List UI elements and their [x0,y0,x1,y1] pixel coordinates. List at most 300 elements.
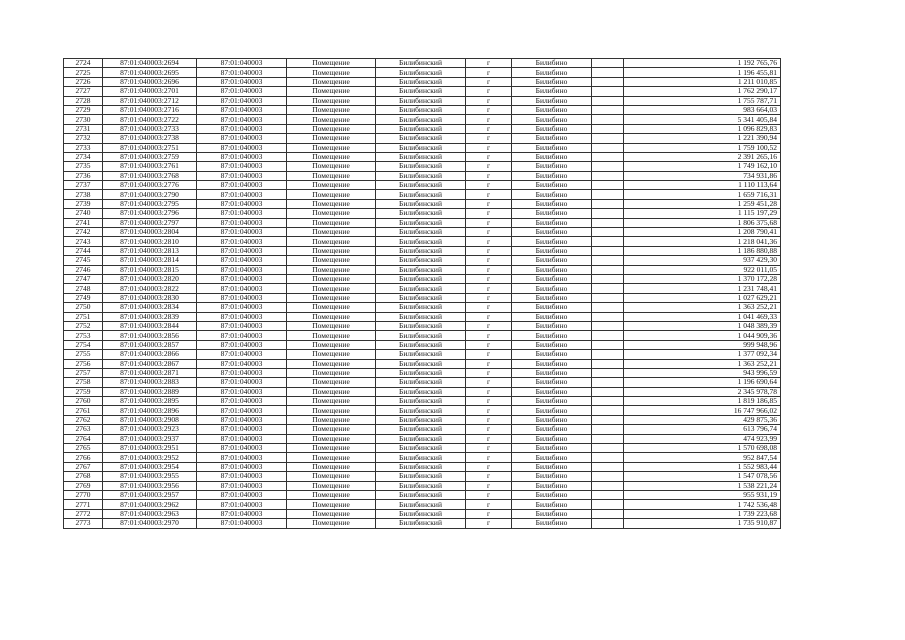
district-name: Билибинский [376,425,466,434]
cadastral-value: 1 552 983,44 [624,462,781,471]
locality-type: г [466,152,512,161]
row-number: 2724 [64,59,103,68]
settlement-name: Билибино [512,228,592,237]
settlement-name: Билибино [512,397,592,406]
cadastral-block: 87:01:040003 [197,444,287,453]
table-row [64,246,781,255]
row-number: 2771 [64,500,103,509]
cadastral-block: 87:01:040003 [197,519,287,528]
district-name: Билибинский [376,415,466,424]
empty-cell [592,77,624,86]
settlement-name: Билибино [512,237,592,246]
settlement-name: Билибино [512,481,592,490]
settlement-name: Билибино [512,490,592,499]
row-number: 2764 [64,434,103,443]
cadastral-value: 1 027 629,21 [624,293,781,302]
cadastral-value: 1 044 909,36 [624,331,781,340]
object-type: Помещение [287,350,376,359]
empty-cell [592,312,624,321]
settlement-name: Билибино [512,387,592,396]
row-number: 2733 [64,143,103,152]
empty-cell [592,321,624,330]
cadastral-number: 87:01:040003:2952 [103,453,197,462]
settlement-name: Билибино [512,415,592,424]
table-row [64,115,781,124]
cadastral-number: 87:01:040003:2695 [103,68,197,77]
cadastral-number: 87:01:040003:2923 [103,425,197,434]
row-number: 2761 [64,406,103,415]
empty-cell [592,115,624,124]
settlement-name: Билибино [512,312,592,321]
object-type: Помещение [287,321,376,330]
locality-type: г [466,199,512,208]
empty-cell [592,143,624,152]
object-type: Помещение [287,303,376,312]
cadastral-number: 87:01:040003:2795 [103,199,197,208]
row-number: 2756 [64,359,103,368]
object-type: Помещение [287,509,376,518]
empty-cell [592,500,624,509]
row-number: 2773 [64,519,103,528]
object-type: Помещение [287,397,376,406]
row-number: 2743 [64,237,103,246]
empty-cell [592,152,624,161]
locality-type: г [466,218,512,227]
district-name: Билибинский [376,397,466,406]
locality-type: г [466,124,512,133]
cadastral-block: 87:01:040003 [197,237,287,246]
object-type: Помещение [287,490,376,499]
cadastral-value: 1 547 078,56 [624,472,781,481]
empty-cell [592,246,624,255]
locality-type: г [466,387,512,396]
table-row [64,190,781,199]
settlement-name: Билибино [512,340,592,349]
cadastral-block: 87:01:040003 [197,265,287,274]
cadastral-value-table [63,58,781,529]
settlement-name: Билибино [512,124,592,133]
locality-type: г [466,472,512,481]
settlement-name: Билибино [512,181,592,190]
cadastral-block: 87:01:040003 [197,115,287,124]
row-number: 2770 [64,490,103,499]
cadastral-value: 1 370 172,28 [624,274,781,283]
object-type: Помещение [287,312,376,321]
empty-cell [592,472,624,481]
settlement-name: Билибино [512,303,592,312]
table-row [64,256,781,265]
settlement-name: Билибино [512,406,592,415]
cadastral-value: 1 221 390,94 [624,134,781,143]
table-row [64,406,781,415]
table-row [64,415,781,424]
locality-type: г [466,181,512,190]
cadastral-value: 1 749 162,10 [624,162,781,171]
district-name: Билибинский [376,387,466,396]
cadastral-value: 1 196 690,64 [624,378,781,387]
district-name: Билибинский [376,87,466,96]
locality-type: г [466,190,512,199]
cadastral-block: 87:01:040003 [197,462,287,471]
cadastral-number: 87:01:040003:2790 [103,190,197,199]
table-row [64,340,781,349]
settlement-name: Билибино [512,368,592,377]
cadastral-number: 87:01:040003:2814 [103,256,197,265]
object-type: Помещение [287,265,376,274]
settlement-name: Билибино [512,444,592,453]
row-number: 2768 [64,472,103,481]
settlement-name: Билибино [512,425,592,434]
object-type: Помещение [287,274,376,283]
cadastral-value: 1 115 197,29 [624,209,781,218]
table-row [64,274,781,283]
settlement-name: Билибино [512,256,592,265]
object-type: Помещение [287,368,376,377]
district-name: Билибинский [376,124,466,133]
object-type: Помещение [287,171,376,180]
district-name: Билибинский [376,105,466,114]
empty-cell [592,190,624,199]
row-number: 2765 [64,444,103,453]
cadastral-block: 87:01:040003 [197,359,287,368]
table-row [64,68,781,77]
table-row [64,472,781,481]
empty-cell [592,519,624,528]
cadastral-value: 1 570 698,08 [624,444,781,453]
object-type: Помещение [287,209,376,218]
table-row [64,265,781,274]
cadastral-number: 87:01:040003:2701 [103,87,197,96]
district-name: Билибинский [376,406,466,415]
empty-cell [592,368,624,377]
empty-cell [592,293,624,302]
cadastral-number: 87:01:040003:2776 [103,181,197,190]
row-number: 2744 [64,246,103,255]
settlement-name: Билибино [512,143,592,152]
cadastral-block: 87:01:040003 [197,490,287,499]
settlement-name: Билибино [512,152,592,161]
row-number: 2734 [64,152,103,161]
row-number: 2766 [64,453,103,462]
locality-type: г [466,284,512,293]
district-name: Билибинский [376,312,466,321]
row-number: 2740 [64,209,103,218]
cadastral-number: 87:01:040003:2733 [103,124,197,133]
locality-type: г [466,256,512,265]
row-number: 2741 [64,218,103,227]
district-name: Билибинский [376,77,466,86]
object-type: Помещение [287,143,376,152]
cadastral-value: 1 806 375,68 [624,218,781,227]
cadastral-number: 87:01:040003:2768 [103,171,197,180]
district-name: Билибинский [376,181,466,190]
cadastral-number: 87:01:040003:2813 [103,246,197,255]
empty-cell [592,340,624,349]
cadastral-block: 87:01:040003 [197,387,287,396]
object-type: Помещение [287,434,376,443]
object-type: Помещение [287,425,376,434]
table-row [64,162,781,171]
row-number: 2737 [64,181,103,190]
cadastral-block: 87:01:040003 [197,509,287,518]
table-row [64,350,781,359]
district-name: Билибинский [376,509,466,518]
empty-cell [592,397,624,406]
table-row [64,293,781,302]
table-row [64,368,781,377]
empty-cell [592,415,624,424]
row-number: 2745 [64,256,103,265]
district-name: Билибинский [376,68,466,77]
cadastral-block: 87:01:040003 [197,171,287,180]
locality-type: г [466,143,512,152]
cadastral-block: 87:01:040003 [197,378,287,387]
cadastral-number: 87:01:040003:2839 [103,312,197,321]
cadastral-number: 87:01:040003:2962 [103,500,197,509]
cadastral-number: 87:01:040003:2830 [103,293,197,302]
cadastral-value: 1 735 910,87 [624,519,781,528]
table-row [64,500,781,509]
settlement-name: Билибино [512,434,592,443]
cadastral-value: 5 341 405,84 [624,115,781,124]
cadastral-block: 87:01:040003 [197,246,287,255]
object-type: Помещение [287,96,376,105]
object-type: Помещение [287,152,376,161]
cadastral-block: 87:01:040003 [197,143,287,152]
settlement-name: Билибино [512,199,592,208]
locality-type: г [466,274,512,283]
locality-type: г [466,237,512,246]
cadastral-value: 937 429,30 [624,256,781,265]
cadastral-value: 1 742 536,48 [624,500,781,509]
row-number: 2772 [64,509,103,518]
empty-cell [592,171,624,180]
cadastral-value: 1 759 100,52 [624,143,781,152]
settlement-name: Билибино [512,190,592,199]
cadastral-block: 87:01:040003 [197,209,287,218]
object-type: Помещение [287,331,376,340]
locality-type: г [466,490,512,499]
cadastral-number: 87:01:040003:2761 [103,162,197,171]
empty-cell [592,96,624,105]
row-number: 2755 [64,350,103,359]
cadastral-block: 87:01:040003 [197,134,287,143]
object-type: Помещение [287,246,376,255]
locality-type: г [466,293,512,302]
cadastral-block: 87:01:040003 [197,181,287,190]
locality-type: г [466,368,512,377]
settlement-name: Билибино [512,162,592,171]
object-type: Помещение [287,124,376,133]
cadastral-block: 87:01:040003 [197,340,287,349]
settlement-name: Билибино [512,331,592,340]
empty-cell [592,181,624,190]
cadastral-block: 87:01:040003 [197,77,287,86]
locality-type: г [466,171,512,180]
cadastral-block: 87:01:040003 [197,256,287,265]
table-row [64,77,781,86]
cadastral-number: 87:01:040003:2759 [103,152,197,161]
district-name: Билибинский [376,171,466,180]
row-number: 2739 [64,199,103,208]
cadastral-block: 87:01:040003 [197,68,287,77]
district-name: Билибинский [376,462,466,471]
settlement-name: Билибино [512,350,592,359]
district-name: Билибинский [376,152,466,161]
district-name: Билибинский [376,134,466,143]
empty-cell [592,105,624,114]
table-row [64,359,781,368]
empty-cell [592,265,624,274]
row-number: 2753 [64,331,103,340]
settlement-name: Билибино [512,218,592,227]
row-number: 2732 [64,134,103,143]
cadastral-number: 87:01:040003:2694 [103,59,197,68]
cadastral-value: 952 847,54 [624,453,781,462]
row-number: 2759 [64,387,103,396]
row-number: 2746 [64,265,103,274]
locality-type: г [466,321,512,330]
empty-cell [592,406,624,415]
cadastral-value: 1 041 469,33 [624,312,781,321]
cadastral-block: 87:01:040003 [197,228,287,237]
cadastral-block: 87:01:040003 [197,96,287,105]
locality-type: г [466,246,512,255]
empty-cell [592,453,624,462]
table-row [64,444,781,453]
cadastral-number: 87:01:040003:2696 [103,77,197,86]
object-type: Помещение [287,415,376,424]
locality-type: г [466,331,512,340]
table-row [64,228,781,237]
empty-cell [592,134,624,143]
object-type: Помещение [287,59,376,68]
row-number: 2736 [64,171,103,180]
cadastral-value: 613 796,74 [624,425,781,434]
locality-type: г [466,425,512,434]
locality-type: г [466,406,512,415]
object-type: Помещение [287,68,376,77]
row-number: 2742 [64,228,103,237]
cadastral-number: 87:01:040003:2951 [103,444,197,453]
table-row [64,490,781,499]
cadastral-number: 87:01:040003:2815 [103,265,197,274]
district-name: Билибинский [376,500,466,509]
cadastral-value: 1 186 880,88 [624,246,781,255]
cadastral-value: 1 259 451,28 [624,199,781,208]
locality-type: г [466,265,512,274]
cadastral-block: 87:01:040003 [197,124,287,133]
district-name: Билибинский [376,481,466,490]
district-name: Билибинский [376,209,466,218]
row-number: 2747 [64,274,103,283]
district-name: Билибинский [376,218,466,227]
settlement-name: Билибино [512,500,592,509]
empty-cell [592,359,624,368]
district-name: Билибинский [376,256,466,265]
cadastral-block: 87:01:040003 [197,425,287,434]
cadastral-value: 734 931,86 [624,171,781,180]
cadastral-value: 1 048 389,39 [624,321,781,330]
district-name: Билибинский [376,274,466,283]
district-name: Билибинский [376,434,466,443]
cadastral-number: 87:01:040003:2866 [103,350,197,359]
settlement-name: Билибино [512,462,592,471]
settlement-name: Билибино [512,171,592,180]
empty-cell [592,331,624,340]
district-name: Билибинский [376,519,466,528]
empty-cell [592,209,624,218]
settlement-name: Билибино [512,87,592,96]
locality-type: г [466,519,512,528]
row-number: 2729 [64,105,103,114]
empty-cell [592,124,624,133]
table-row [64,303,781,312]
row-number: 2760 [64,397,103,406]
row-number: 2769 [64,481,103,490]
district-name: Билибинский [376,199,466,208]
district-name: Билибинский [376,284,466,293]
cadastral-number: 87:01:040003:2844 [103,321,197,330]
district-name: Билибинский [376,444,466,453]
empty-cell [592,237,624,246]
object-type: Помещение [287,481,376,490]
cadastral-value: 1 196 455,81 [624,68,781,77]
cadastral-block: 87:01:040003 [197,87,287,96]
cadastral-number: 87:01:040003:2834 [103,303,197,312]
cadastral-block: 87:01:040003 [197,397,287,406]
table-row [64,481,781,490]
locality-type: г [466,481,512,490]
cadastral-number: 87:01:040003:2955 [103,472,197,481]
table-body [64,59,781,529]
locality-type: г [466,415,512,424]
table-row [64,509,781,518]
cadastral-value: 1 377 092,34 [624,350,781,359]
cadastral-block: 87:01:040003 [197,312,287,321]
row-number: 2731 [64,124,103,133]
locality-type: г [466,434,512,443]
empty-cell [592,490,624,499]
cadastral-value: 474 923,99 [624,434,781,443]
cadastral-number: 87:01:040003:2871 [103,368,197,377]
object-type: Помещение [287,115,376,124]
settlement-name: Билибино [512,246,592,255]
object-type: Помещение [287,472,376,481]
cadastral-value: 943 996,59 [624,368,781,377]
cadastral-value: 999 948,96 [624,340,781,349]
cadastral-value: 429 875,36 [624,415,781,424]
object-type: Помещение [287,218,376,227]
object-type: Помещение [287,293,376,302]
cadastral-value: 1 819 186,85 [624,397,781,406]
locality-type: г [466,509,512,518]
empty-cell [592,509,624,518]
cadastral-number: 87:01:040003:2867 [103,359,197,368]
cadastral-block: 87:01:040003 [197,368,287,377]
empty-cell [592,68,624,77]
cadastral-value: 1 363 252,21 [624,359,781,368]
cadastral-block: 87:01:040003 [197,434,287,443]
cadastral-block: 87:01:040003 [197,331,287,340]
cadastral-number: 87:01:040003:2738 [103,134,197,143]
object-type: Помещение [287,406,376,415]
cadastral-block: 87:01:040003 [197,59,287,68]
empty-cell [592,481,624,490]
locality-type: г [466,209,512,218]
table-row [64,143,781,152]
cadastral-block: 87:01:040003 [197,481,287,490]
